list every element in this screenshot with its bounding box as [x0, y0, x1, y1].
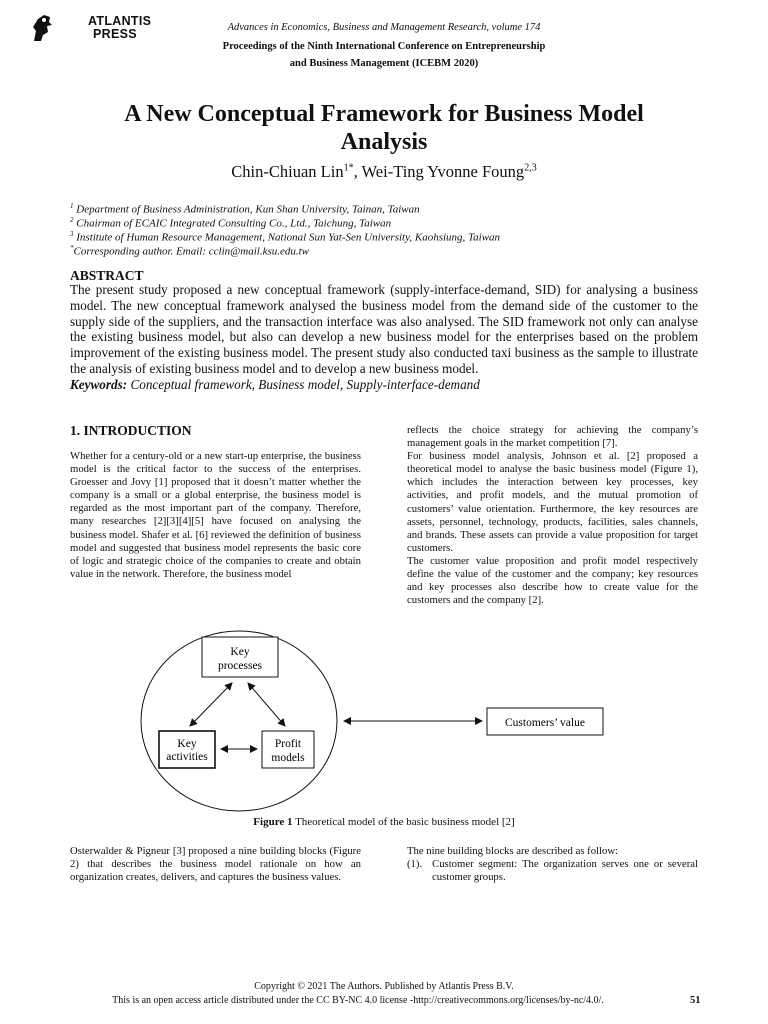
- right-column-lower: [407, 845, 698, 884]
- corresponding-author: [70, 241, 309, 259]
- paragraph: For business model analysis, Johnson et al. [2] proposed a theoretical model to analyse the basic business model (Figure 1), which includes the interaction between key processes, key activities, and profit models, and the mutual promotion of customers’ value orientation. Furthermore, the key resources are assets, personnel, technology, products, facilities, sales channels, and brands. These assets can provide a value proposition for target customers.: [407, 450, 698, 554]
- author-name: Wei-Ting Yvonne Foung: [361, 162, 525, 181]
- key-activities-label: activities: [166, 751, 208, 763]
- profit-models-label: Profit: [274, 738, 302, 750]
- list-item: (1). Customer segment: The organization serves one or several customer groups.: [407, 858, 698, 884]
- caption-label: Figure 1: [253, 816, 293, 828]
- intro-left-column: [70, 450, 361, 581]
- key-processes-label: Key: [230, 646, 250, 658]
- affiliation-text: Chairman of ECAIC Integrated Consulting Co., Ltd., Taichung, Taiwan: [73, 217, 392, 230]
- author-list: [0, 162, 768, 182]
- paragraph: reflects the choice strategy for achieving the company’s management goals in the market competition [7].: [407, 424, 698, 450]
- figure-1-diagram: [140, 628, 620, 818]
- paragraph: The customer value proposition and profit model respectively define the value of the customer and the company; key resources and key processes also describe how to create value for the customers and the company [2].: [407, 554, 698, 607]
- author-separator: ,: [353, 162, 362, 181]
- affiliation-sup: 1: [70, 202, 74, 210]
- affiliation-sup: 2: [70, 216, 74, 224]
- keywords: [70, 377, 480, 393]
- profit-models-label: models: [271, 752, 305, 764]
- author-superscript: 1*: [343, 162, 354, 174]
- paper-title-line2: Analysis: [340, 129, 428, 155]
- figure-1-caption: [0, 816, 768, 828]
- arrow-processes-activities: [190, 683, 232, 726]
- intro-right-column: [407, 424, 698, 607]
- proceedings-line2: and Business Management (ICEBM 2020): [289, 58, 479, 69]
- caption-text: Theoretical model of the basic business model [2]: [292, 816, 515, 828]
- affiliation-sup: 3: [70, 230, 74, 238]
- proceedings-line1: Proceedings of the Ninth International Conference on Entrepreneurship: [222, 41, 546, 52]
- affiliation-text: Department of Business Administration, Kun Shan University, Tainan, Taiwan: [73, 203, 420, 216]
- affiliation-text: Corresponding author. Email: cclin@mail.ksu.edu.tw: [73, 245, 310, 258]
- paper-title-line1: A New Conceptual Framework for Business Model: [124, 101, 644, 127]
- arrow-processes-profit: [248, 683, 285, 726]
- key-processes-label: processes: [217, 660, 263, 672]
- abstract-text: The present study proposed a new conceptual framework (supply-interface-demand, SID) for analysing a business model. The new conceptual framework analysed the business model from the demand side of the customer to the supply side of the suppliers, and the transaction interface was also analysed. The SID framework not only can analyse the existing business model, but also can develop a new business model for the enterprises based on the problem improvement of the existing business model. The present study also conducted taxi business as the sample to illustrate the analysis of existing business model and to develop a new business model.: [70, 282, 698, 376]
- page-number: 51: [690, 995, 701, 1006]
- paragraph: The nine building blocks are described as follow:: [407, 845, 619, 857]
- abstract-heading: ABSTRACT: [70, 268, 144, 283]
- paper-title: [60, 100, 708, 156]
- section-heading-introduction: 1. INTRODUCTION: [70, 423, 192, 438]
- keywords-text: Conceptual framework, Business model, Supply-interface-demand: [127, 377, 480, 392]
- logo-text-press: PRESS: [93, 27, 137, 41]
- paragraph: Whether for a century-old or a new start-up enterprise, the business model is the critical factor to the success of the enterprises. Groesser and Jovy [1] proposed that it doesn’t matter whether the company is a small or a global enterprise, the business model is regarded as the most important part of the company. Therefore, many researches [2][3][4][5] have focused on analysing the business model. Shafer et al. [6] reviewed the definition of business model and suggested that business model represents the basic core of logic and strategic choice of the companies to create and obtain value in the network. Therefore, the business model: [70, 450, 361, 580]
- author-name: Chin-Chiuan Lin: [231, 162, 344, 181]
- left-column-lower: [70, 845, 361, 884]
- keywords-label: Keywords:: [70, 377, 128, 392]
- logo-text-atlantis: ATLANTIS: [88, 14, 152, 28]
- key-activities-label: Key: [177, 738, 197, 750]
- paragraph: Osterwalder & Pigneur [3] proposed a nine building blocks (Figure 2) that describes the business model rationale on how an organization creates, delivers, and captures the business values.: [70, 845, 361, 884]
- series-header: Advances in Economics, Business and Management Research, volume 174: [227, 22, 541, 33]
- author-superscript: 2,3: [524, 162, 537, 174]
- affiliation-text: Institute of Human Resource Management, National Sun Yat-Sen University, Kaohsiung, Taiwan: [73, 231, 501, 244]
- footer-copyright: Copyright © 2021 The Authors. Published by Atlantis Press B.V.: [254, 981, 514, 992]
- customers-value-label: Customers’ value: [505, 717, 585, 729]
- affiliation-sup: *: [70, 244, 74, 252]
- footer-license: This is an open access article distributed under the CC BY-NC 4.0 license -http://creativecommons.org/licenses/by-nc/4.0/.: [112, 995, 604, 1006]
